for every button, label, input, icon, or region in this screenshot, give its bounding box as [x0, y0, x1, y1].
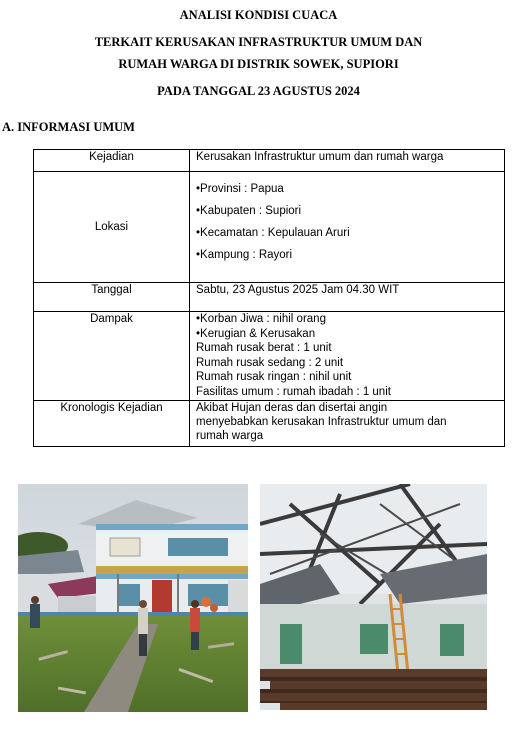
kronologis-line: rumah warga [196, 430, 264, 442]
lokasi-provinsi: •Provinsi : Papua [196, 183, 284, 195]
section-heading: A. INFORMASI UMUM [2, 120, 135, 134]
lokasi-label: Lokasi [34, 172, 190, 283]
damaged-church-interior-photo [260, 484, 487, 710]
lokasi-kecamatan: •Kecamatan : Kepulauan Aruri [196, 227, 350, 239]
tanggal-value: Sabtu, 23 Agustus 2025 Jam 04.30 WIT [190, 283, 505, 312]
kejadian-label: Kejadian [34, 150, 190, 172]
table-row [34, 172, 505, 283]
dampak-value [190, 312, 505, 401]
title-line-2: TERKAIT KERUSAKAN INFRASTRUKTUR UMUM DAN [94, 35, 423, 49]
title-line-1: ANALISI KONDISI CUACA [179, 8, 338, 22]
tanggal-label: Tanggal [34, 283, 190, 312]
info-table [33, 149, 505, 447]
table-row [34, 312, 505, 401]
dampak-label: Dampak [34, 312, 190, 401]
kronologis-line: Akibat Hujan deras dan disertai angin [196, 402, 388, 414]
table-row [34, 283, 505, 312]
dampak-item: •Kerugian & Kerusakan [196, 327, 316, 340]
kejadian-value: Kerusakan Infrastruktur umum dan rumah warga [190, 150, 505, 172]
lokasi-value [190, 172, 505, 283]
table-row [34, 401, 505, 447]
kronologis-value [190, 401, 505, 447]
table-row [34, 150, 505, 172]
dampak-item: Rumah rusak ringan : nihil unit [196, 371, 352, 384]
dampak-item: •Korban Jiwa : nihil orang [196, 313, 326, 325]
dampak-item: Rumah rusak sedang : 2 unit [196, 356, 344, 369]
kronologis-line: menyebabkan kerusakan Infrastruktur umum dan [196, 416, 447, 428]
kronologis-label: Kronologis Kejadian [34, 401, 190, 447]
damaged-building-photo [18, 484, 248, 712]
lokasi-kampung: •Kampung : Rayori [196, 249, 293, 261]
lokasi-kabupaten: •Kabupaten : Supiori [196, 205, 302, 217]
title-line-4: PADA TANGGAL 23 AGUSTUS 2024 [157, 84, 360, 98]
dampak-item: Fasilitas umum : rumah ibadah : 1 unit [196, 385, 391, 398]
dampak-item: Rumah rusak berat : 1 unit [196, 342, 332, 355]
title-line-3: RUMAH WARGA DI DISTRIK SOWEK, SUPIORI [118, 57, 399, 71]
